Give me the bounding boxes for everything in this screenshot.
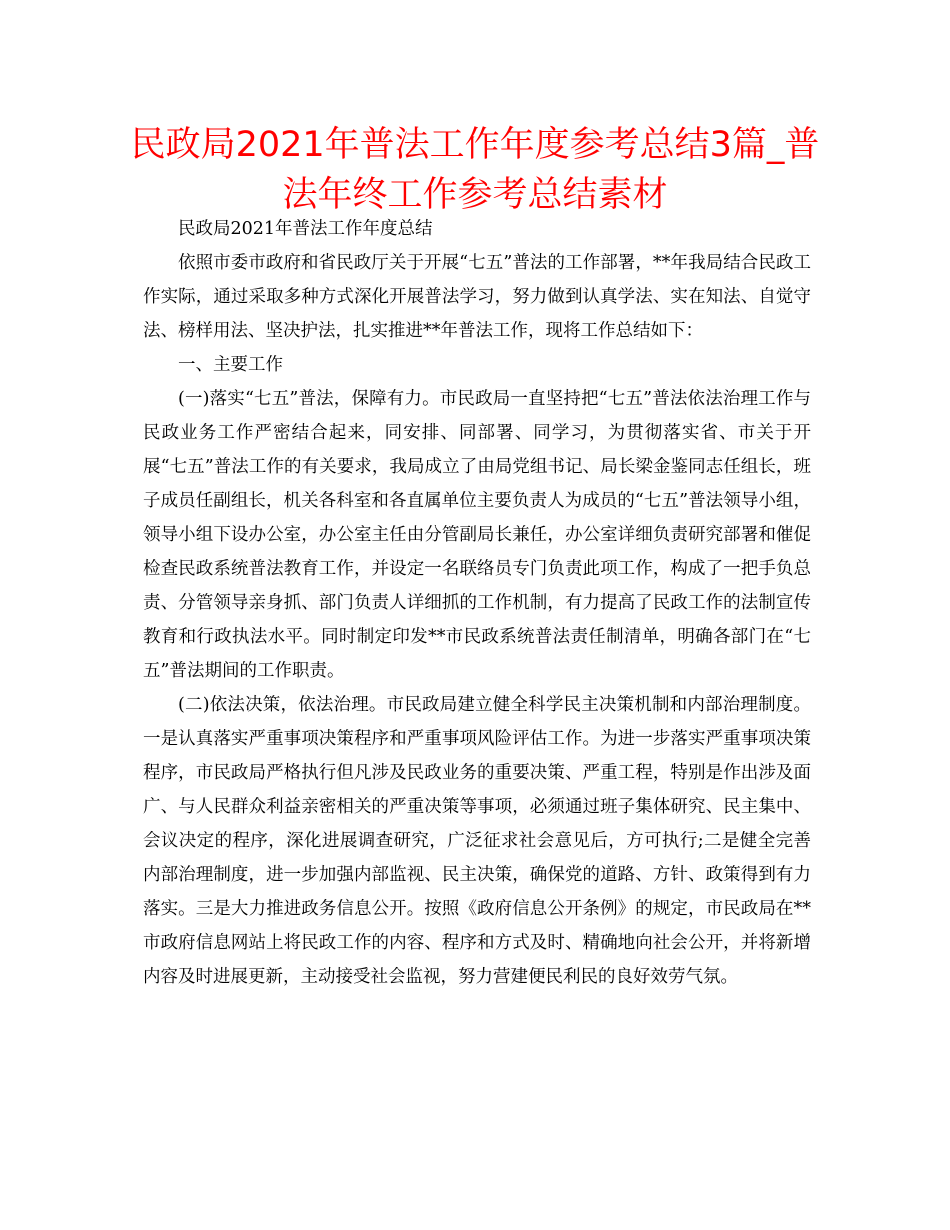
document-body: [143, 212, 811, 994]
section-heading: 一、主要工作: [178, 355, 283, 375]
report-subtitle: 民政局2021年普法工作年度总结: [178, 219, 433, 239]
body-paragraph: (一)落实“七五”普法，保障有力。市民政局一直坚持把“七五”普法依法治理工作与民政业务工作严密结合起来，同安排、同部署、同学习，为贯彻落实省、市关于开展“七五”普法工作的有关要求，我局成立了由局党组书记、局长梁金鉴同志任组长，班子成员任副组长，机关各科室和各直属单位主要负责人为成员的“七五”普法领导小组，领导小组下设办公室，办公室主任由分管副局长兼任，办公室详细负责研究部署和催促检查民政系统普法教育工作，并设定一名联络员专门负责此项工作，构成了一把手负总责、分管领导亲身抓、部门负责人详细抓的工作机制，有力提高了民政工作的法制宣传教育和行政执法水平。同时制定印发**市民政系统普法责任制清单，明确各部门在“七五”普法期间的工作职责。: [143, 389, 811, 681]
body-paragraph: (二)依法决策，依法治理。市民政局建立健全科学民主决策机制和内部治理制度。一是认真落实严重事项决策程序和严重事项风险评估工作。为进一步落实严重事项决策程序，市民政局严格执行但凡涉及民政业务的重要决策、严重工程，特别是作出涉及面广、与人民群众利益亲密相关的严重决策等事项，必须通过班子集体研究、民主集中、会议决定的程序，深化进展调查研究，广泛征求社会意见后，方可执行;二是健全完善内部治理制度，进一步加强内部监视、民主决策，确保党的道路、方针、政策得到有力落实。三是大力推进政务信息公开。按照《政府信息公开条例》的规定，市民政局在**市政府信息网站上将民政工作的内容、程序和方式及时、精确地向社会公开，并将新增内容及时进展更新，主动接受社会监视，努力营建便民利民的良好效劳气氛。: [143, 695, 811, 987]
document-title: 民政局2021年普法工作年度参考总结3篇_普法年终工作参考总结素材: [130, 125, 820, 215]
intro-paragraph: 依照市委市政府和省民政厅关于开展“七五”普法的工作部署，**年我局结合民政工作实际，通过采取多种方式深化开展普法学习，努力做到认真学法、实在知法、自觉守法、榜样用法、坚决护法，扎实推进**年普法工作，现将工作总结如下：: [143, 253, 811, 341]
